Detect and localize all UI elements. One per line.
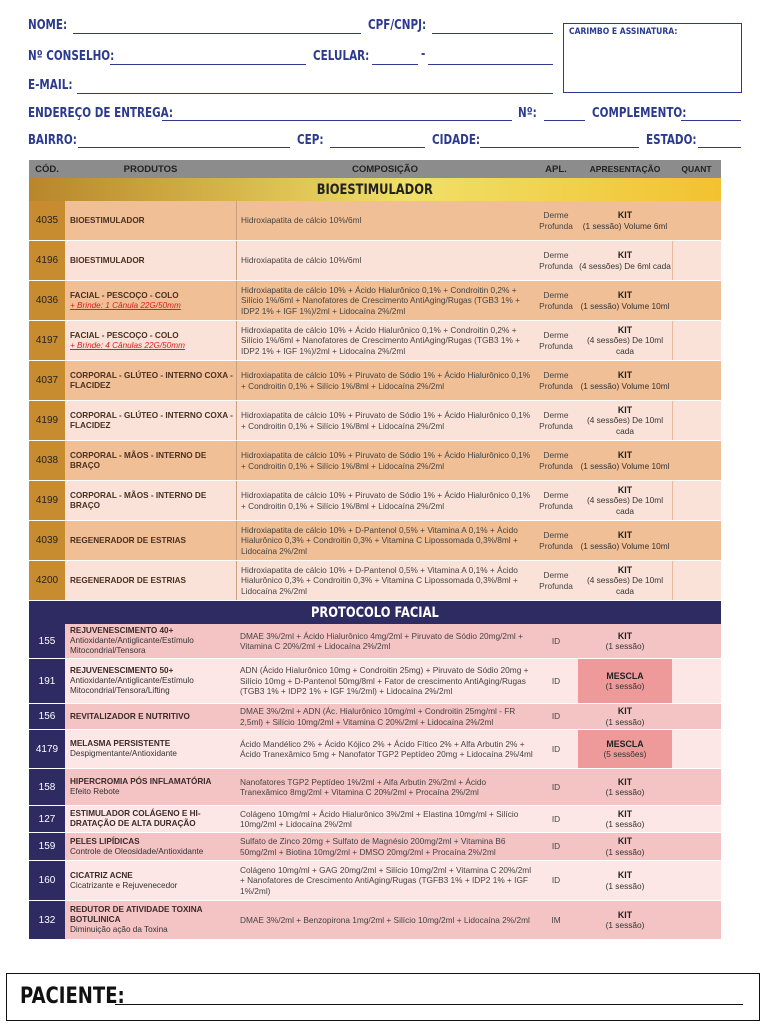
field-celular[interactable] [428, 64, 553, 65]
cell-apresentacao [578, 769, 672, 805]
field-cep[interactable] [330, 147, 425, 148]
cell-produto [65, 401, 236, 440]
col-quant: QUANT [681, 164, 712, 174]
cell-composicao: Hidroxiapatita de cálcio 10% + Piruvato de Sódio 1% + Ácido Hialurônico 0,1% + Condroitin 0,1% + Silício 1%/8ml + Lidocaína 2%/2ml [236, 361, 534, 400]
presentation-detail: (1 sessão) [605, 716, 645, 727]
product-name: ESTIMULADOR COLÁGENO E HI-DRATAÇÃO DE ALTA DURAÇÃO [70, 809, 201, 828]
presentation-detail: (1 sessão) Volume 10ml [580, 540, 670, 551]
cell-apl: ID [534, 659, 578, 703]
product-name: CORPORAL - GLÚTEO - INTERNO COXA - FLACIDEZ [70, 410, 233, 430]
cell-produto [65, 659, 236, 703]
bio-rows [29, 201, 721, 601]
product-subtitle: Despigmentante/Antioxidante [70, 749, 177, 758]
presentation-detail: (1 sessão) Volume 10ml [580, 460, 670, 471]
presentation-type: MESCLA [606, 738, 644, 749]
cell-cod: 4035 [29, 201, 65, 240]
cell-apl: Derme Profunda [534, 441, 578, 480]
quantity-input[interactable] [672, 481, 721, 520]
quantity-input[interactable] [672, 769, 721, 805]
cell-cod: 4038 [29, 441, 65, 480]
cell-apresentacao [578, 901, 672, 939]
cell-composicao: DMAE 3%/2ml + ADN (Ác. Hialurônico 10mg/ml + Condroitin 25mg/ml - FR 2,5ml) + Silício 10mg/2ml + Vitamina C 20%/2ml + Lidocaína 2%/2ml [236, 704, 534, 729]
cell-produto [65, 730, 236, 768]
table-row [29, 769, 721, 806]
cell-apl: Derme Profunda [534, 521, 578, 560]
quantity-input[interactable] [672, 521, 721, 560]
product-name: FACIAL - PESCOÇO - COLO [70, 330, 179, 340]
cell-produto [65, 769, 236, 805]
cell-apresentacao [578, 241, 672, 280]
cell-cod: 156 [29, 704, 65, 729]
cell-produto [65, 833, 236, 860]
col-apresentacao: APRESENTAÇÃO [589, 164, 661, 174]
field-cpf[interactable] [432, 33, 553, 34]
cell-cod: 159 [29, 833, 65, 860]
cell-apresentacao [578, 806, 672, 832]
quantity-input[interactable] [672, 361, 721, 400]
label-cidade: CIDADE: [432, 133, 481, 148]
table-row [29, 201, 721, 241]
table-row [29, 730, 721, 769]
facial-rows [29, 624, 721, 940]
field-bairro[interactable] [78, 147, 290, 148]
presentation-type: KIT [617, 250, 633, 260]
cell-produto [65, 321, 236, 360]
quantity-input[interactable] [672, 861, 721, 900]
cell-apresentacao [578, 861, 672, 900]
presentation-type: KIT [617, 290, 633, 300]
cell-composicao: Hidroxiapatita de cálcio 10% + D-Pantenol 0,5% + Vitamina A 0,1% + Ácido Hialurônico 0,3% + Condroitin 0,3% + Vitamina C Lipossomada 0,3%/8ml + Lidocaína 2%/2ml [236, 521, 534, 560]
label-complemento: COMPLEMENTO: [592, 106, 687, 121]
cell-produto [65, 481, 236, 520]
table-row [29, 704, 721, 730]
cell-apresentacao [578, 481, 672, 520]
label-nome: NOME: [28, 18, 68, 33]
section-bio-title: BIOESTIMULADOR [316, 181, 434, 198]
cell-produto [65, 441, 236, 480]
quantity-input[interactable] [672, 281, 721, 320]
product-name: FACIAL - PESCOÇO - COLO [70, 290, 179, 300]
section-protocolo-facial [29, 601, 721, 624]
label-bairro: BAIRRO: [28, 133, 77, 148]
cell-apresentacao [578, 201, 672, 240]
cell-produto [65, 281, 236, 320]
product-name: REVITALIZADOR E NUTRITIVO [70, 711, 190, 721]
cell-apl: ID [534, 769, 578, 805]
field-nome[interactable] [73, 33, 361, 34]
presentation-type: KIT [617, 808, 633, 819]
cell-apl: ID [534, 806, 578, 832]
cell-composicao: Hidroxiapatita de cálcio 10% + Piruvato de Sódio 1% + Ácido Hialurônico 0,1% + Condroitin 0,1% + Silício 1%/8ml + Lidocaína 2%/2ml [236, 441, 534, 480]
quantity-input[interactable] [672, 806, 721, 832]
cell-composicao: DMAE 3%/2ml + Benzopirona 1mg/2ml + Silício 10mg/2ml + Lidocaína 2%/2ml [236, 901, 534, 939]
cell-cod: 4037 [29, 361, 65, 400]
presentation-detail: (1 sessão) Volume 10ml [580, 380, 670, 391]
presentation-detail: (1 sessão) Volume 10ml [580, 300, 670, 311]
cell-apl: ID [534, 833, 578, 860]
field-cidade[interactable] [480, 147, 639, 148]
label-cpf: CPF/CNPJ: [368, 18, 427, 33]
cell-apresentacao [578, 730, 672, 768]
presentation-detail: (4 sessões) De 10ml cada [586, 415, 664, 436]
presentation-detail: (1 sessão) [605, 920, 645, 930]
cell-produto [65, 806, 236, 832]
table-row [29, 561, 721, 601]
cell-composicao: ADN (Ácido Hialurônico 10mg + Condroitin 25mg) + Piruvato de Sódio 20mg + Silício 10mg + D-Pantenol 50mg/8ml + Fator de crescimento AntiAging/Rugas (TGB3 1% + IDP2 1% + IGF 1%/2ml) + Lidocaína 2%/2ml [236, 659, 534, 703]
quantity-input[interactable] [672, 241, 721, 280]
cell-composicao: Hidroxiapatita de cálcio 10%/6ml [236, 241, 534, 280]
paciente-box [6, 973, 760, 1021]
quantity-input[interactable] [672, 659, 721, 703]
table-row [29, 624, 721, 659]
cell-composicao: Hidroxiapatita de cálcio 10% + Ácido Hialurônico 0,1% + Condroitin 0,2% + Silício 1%/6ml + Nanofatores de Crescimento AntiAging/Rugas (TGB3 1% + IDP2 1% + IGF 1%)/2ml + Lidocaína 2%/2ml [236, 281, 534, 320]
product-name: BIOESTIMULADOR [70, 215, 145, 225]
cell-apresentacao [578, 401, 672, 440]
quantity-input[interactable] [672, 321, 721, 360]
cell-composicao: Colágeno 10mg/ml + GAG 20mg/2ml + Silício 10mg/2ml + Vitamina C 20%/2ml + Nanofatores de Crescimento AntiAging/Rugas (TGFB3 1% + IDP2 1% + IGF 1%/2ml) [236, 861, 534, 900]
paciente-label: PACIENTE: [20, 984, 125, 1009]
product-subtitle: Efeito Rebote [70, 787, 120, 796]
table-header [29, 160, 721, 178]
cell-apresentacao [578, 321, 672, 360]
cell-cod: 4200 [29, 561, 65, 600]
cell-composicao: DMAE 3%/2ml + Ácido Hialurônico 4mg/2ml + Piruvato de Sódio 20mg/2ml + Vitamina C 20%/2ml + Lidocaína 2%/2ml [236, 624, 534, 658]
cell-produto [65, 624, 236, 658]
presentation-type: KIT [617, 530, 633, 540]
cell-apresentacao [578, 704, 672, 729]
presentation-detail: (4 sessões) De 10ml cada [586, 335, 664, 356]
cell-apl: Derme Profunda [534, 241, 578, 280]
product-name: PELES LIPÍDICAS [70, 836, 140, 846]
table-row [29, 806, 721, 833]
cell-apl: Derme Profunda [534, 201, 578, 240]
presentation-type: KIT [617, 909, 633, 920]
cell-produto [65, 901, 236, 939]
cell-produto [65, 704, 236, 729]
presentation-type: KIT [617, 210, 633, 220]
product-name: REJUVENESCIMENTO 50+ [70, 666, 174, 675]
products-table [29, 160, 721, 940]
cell-apl: Derme Profunda [534, 561, 578, 600]
label-email: E-MAIL: [28, 78, 73, 93]
cell-apresentacao [578, 441, 672, 480]
cell-cod: 4199 [29, 401, 65, 440]
paciente-field[interactable] [115, 1004, 743, 1005]
presentation-detail: (1 sessão) [605, 880, 645, 891]
field-complemento[interactable] [681, 120, 741, 121]
cell-apresentacao [578, 624, 672, 658]
cell-composicao: Colágeno 10mg/ml + Ácido Hialurônico 3%/2ml + Elastina 10mg/ml + Silício 10mg/2ml + Lidocaína 2%/2ml [236, 806, 534, 832]
table-row [29, 401, 721, 441]
presentation-type: KIT [617, 630, 633, 641]
cell-cod: 155 [29, 624, 65, 658]
table-row [29, 361, 721, 401]
cell-produto [65, 521, 236, 560]
presentation-type: KIT [617, 450, 633, 460]
presentation-detail: (4 sessões) De 10ml cada [586, 575, 664, 596]
quantity-input[interactable] [672, 901, 721, 939]
cell-cod: 4196 [29, 241, 65, 280]
cell-apresentacao [578, 659, 672, 703]
cell-cod: 4197 [29, 321, 65, 360]
product-name: HIPERCROMIA PÓS INFLAMATÓRIA [70, 777, 212, 786]
cell-apresentacao [578, 361, 672, 400]
cell-apl: IM [534, 901, 578, 939]
col-produtos: PRODUTOS [123, 163, 178, 175]
quantity-input[interactable] [672, 833, 721, 860]
field-celular-ddd[interactable] [372, 64, 418, 65]
cell-produto [65, 361, 236, 400]
cell-cod: 127 [29, 806, 65, 832]
cell-apresentacao [578, 521, 672, 560]
cell-cod: 191 [29, 659, 65, 703]
presentation-detail: (5 sessões) [603, 749, 647, 759]
quantity-input[interactable] [672, 704, 721, 729]
presentation-type: KIT [617, 776, 633, 787]
product-subtitle: Cicatrizante e Rejuvenecedor [70, 880, 178, 890]
product-subtitle: Diminuição ação da Toxina [70, 925, 168, 934]
cell-apresentacao [578, 833, 672, 860]
quantity-input[interactable] [672, 561, 721, 600]
product-name: MELASMA PERSISTENTE [70, 739, 171, 748]
cell-apl: Derme Profunda [534, 361, 578, 400]
cell-cod: 4036 [29, 281, 65, 320]
table-row [29, 481, 721, 521]
presentation-type: KIT [617, 836, 633, 846]
presentation-detail: (1 sessão) [605, 819, 645, 829]
presentation-type: KIT [617, 324, 633, 335]
label-endereco: ENDEREÇO DE ENTREGA: [28, 106, 174, 121]
table-row [29, 281, 721, 321]
cell-composicao: Hidroxiapatita de cálcio 10% + Piruvato de Sódio 1% + Ácido Hialurônico 0,1% + Condroitin 0,1% + Silício 1%/8ml + Lidocaína 2%/2ml [236, 401, 534, 440]
product-name: REJUVENESCIMENTO 40+ [70, 626, 174, 635]
quantity-input[interactable] [672, 401, 721, 440]
quantity-input[interactable] [672, 730, 721, 768]
cell-cod: 4199 [29, 481, 65, 520]
cell-apl: Derme Profunda [534, 481, 578, 520]
label-numero: Nº: [518, 106, 537, 121]
label-cep: CEP: [297, 133, 324, 148]
cell-composicao: Nanofatores TGP2 Peptídeo 1%/2ml + Alfa Arbutin 2%/2ml + Ácido Tranexâmico 8mg/2ml + Vitamina C 20%/2ml + Procaína 2%/2ml [236, 769, 534, 805]
presentation-type: MESCLA [606, 670, 644, 681]
presentation-detail: (4 sessões) De 6ml cada [579, 260, 671, 271]
cell-apresentacao [578, 281, 672, 320]
cell-composicao: Ácido Mandélico 2% + Ácido Kójico 2% + Ácido Fítico 2% + Alfa Arbutin 2% + Ácido Tranexâmico 5mg + Nanofator TGP2 Peptídeo 20mg + Lidocaína 2%/4ml [236, 730, 534, 768]
product-gift-note: + Brinde: 1 Cânula 22G/50mm [70, 300, 181, 310]
cell-apl: ID [534, 730, 578, 768]
col-composicao: COMPOSIÇÃO [352, 163, 418, 175]
cell-composicao: Hidroxiapatita de cálcio 10% + Piruvato de Sódio 1% + Ácido Hialurônico 0,1% + Condroitin 0,1% + Silício 1%/8ml + Lidocaína 2%/2ml [236, 481, 534, 520]
field-conselho[interactable] [110, 64, 306, 65]
cell-produto [65, 561, 236, 600]
presentation-detail: (1 sessão) [605, 787, 645, 797]
label-conselho: Nº CONSELHO: [28, 49, 115, 64]
cell-apl: Derme Profunda [534, 401, 578, 440]
presentation-detail: (1 sessão) [605, 846, 645, 857]
cell-composicao: Hidroxiapatita de cálcio 10% + Ácido Hialurônico 0,1% + Condroitin 0,2% + Silício 1%/6ml + Nanofatores de Crescimento AntiAging/Rugas (TGB3 1% + IDP2 1% + IGF 1%)/2ml + Lidocaína 2%/2ml [236, 321, 534, 360]
table-row [29, 659, 721, 704]
cell-composicao: Hidroxiapatita de cálcio 10%/6ml [236, 201, 534, 240]
presentation-detail: (1 sessão) [605, 681, 645, 691]
table-row [29, 441, 721, 481]
carimbo-box[interactable] [563, 23, 742, 93]
label-celular: CELULAR: [313, 49, 370, 64]
product-name: REGENERADOR DE ESTRIAS [70, 535, 187, 545]
cell-produto [65, 201, 236, 240]
presentation-detail: (1 sessão) [605, 641, 645, 651]
quantity-input[interactable] [672, 624, 721, 658]
presentation-type: KIT [617, 870, 633, 880]
presentation-type: KIT [617, 564, 633, 575]
carimbo-label: CARIMBO E ASSINATURA: [569, 27, 678, 37]
presentation-type: KIT [617, 370, 633, 380]
section-bioestimulador [29, 178, 721, 201]
presentation-detail: (4 sessões) De 10ml cada [586, 495, 664, 516]
col-cod: CÓD. [35, 163, 59, 175]
product-name: REGENERADOR DE ESTRIAS [70, 575, 187, 585]
cell-apl: Derme Profunda [534, 281, 578, 320]
cell-cod: 132 [29, 901, 65, 939]
table-row [29, 521, 721, 561]
table-row [29, 833, 721, 861]
cell-apl: ID [534, 861, 578, 900]
product-name: CORPORAL - MÃOS - INTERNO DE BRAÇO [70, 490, 207, 510]
col-apl: APL. [545, 163, 567, 175]
table-row [29, 901, 721, 940]
cell-cod: 160 [29, 861, 65, 900]
cell-produto [65, 861, 236, 900]
quantity-input[interactable] [672, 201, 721, 240]
celular-separator: - [421, 47, 426, 62]
cell-composicao: Sulfato de Zinco 20mg + Sulfato de Magnésio 200mg/2ml + Vitamina B6 50mg/2ml + Biotina 10mg/2ml + DMSO 20mg/2ml + Procaína 2%/2ml [236, 833, 534, 860]
product-gift-note: + Brinde: 4 Cânulas 22G/50mm [70, 340, 185, 350]
product-subtitle: Antioxidante/Antiglicante/Estímulo Mitocondrial/Tensora [70, 636, 194, 655]
table-row [29, 861, 721, 901]
product-name: REDUTOR DE ATIVIDADE TOXINA BOTULINICA [70, 905, 203, 924]
presentation-type: KIT [617, 706, 633, 716]
product-name: CICATRIZ ACNE [70, 870, 133, 880]
table-row [29, 321, 721, 361]
presentation-type: KIT [617, 404, 633, 415]
quantity-input[interactable] [672, 441, 721, 480]
label-estado: ESTADO: [646, 133, 697, 148]
product-subtitle: Antioxidante/Antiglicante/Estímulo Mitocondrial/Tensora/Lifting [70, 676, 194, 695]
cell-produto [65, 241, 236, 280]
cell-apl: ID [534, 624, 578, 658]
cell-cod: 4039 [29, 521, 65, 560]
table-row [29, 241, 721, 281]
product-name: BIOESTIMULADOR [70, 255, 145, 265]
cell-apl: ID [534, 704, 578, 729]
section-facial-title: PROTOCOLO FACIAL [311, 604, 439, 621]
field-endereco[interactable] [162, 120, 512, 121]
cell-cod: 4179 [29, 730, 65, 768]
product-subtitle: Controle de Oleosidade/Antioxidante [70, 846, 204, 856]
cell-composicao: Hidroxiapatita de cálcio 10% + D-Pantenol 0,5% + Vitamina A 0,1% + Ácido Hialurônico 0,3% + Condroitin 0,3% + Vitamina C Lipossomada 0,3%/8ml + Lidocaína 2%/2ml [236, 561, 534, 600]
cell-apresentacao [578, 561, 672, 600]
product-name: CORPORAL - GLÚTEO - INTERNO COXA - FLACIDEZ [70, 370, 233, 390]
cell-apl: Derme Profunda [534, 321, 578, 360]
field-numero[interactable] [544, 120, 585, 121]
field-estado[interactable] [698, 147, 741, 148]
presentation-detail: (1 sessão) Volume 6ml [582, 220, 668, 231]
cell-cod: 158 [29, 769, 65, 805]
field-email[interactable] [77, 93, 553, 94]
presentation-type: KIT [617, 484, 633, 495]
product-name: CORPORAL - MÃOS - INTERNO DE BRAÇO [70, 450, 207, 470]
